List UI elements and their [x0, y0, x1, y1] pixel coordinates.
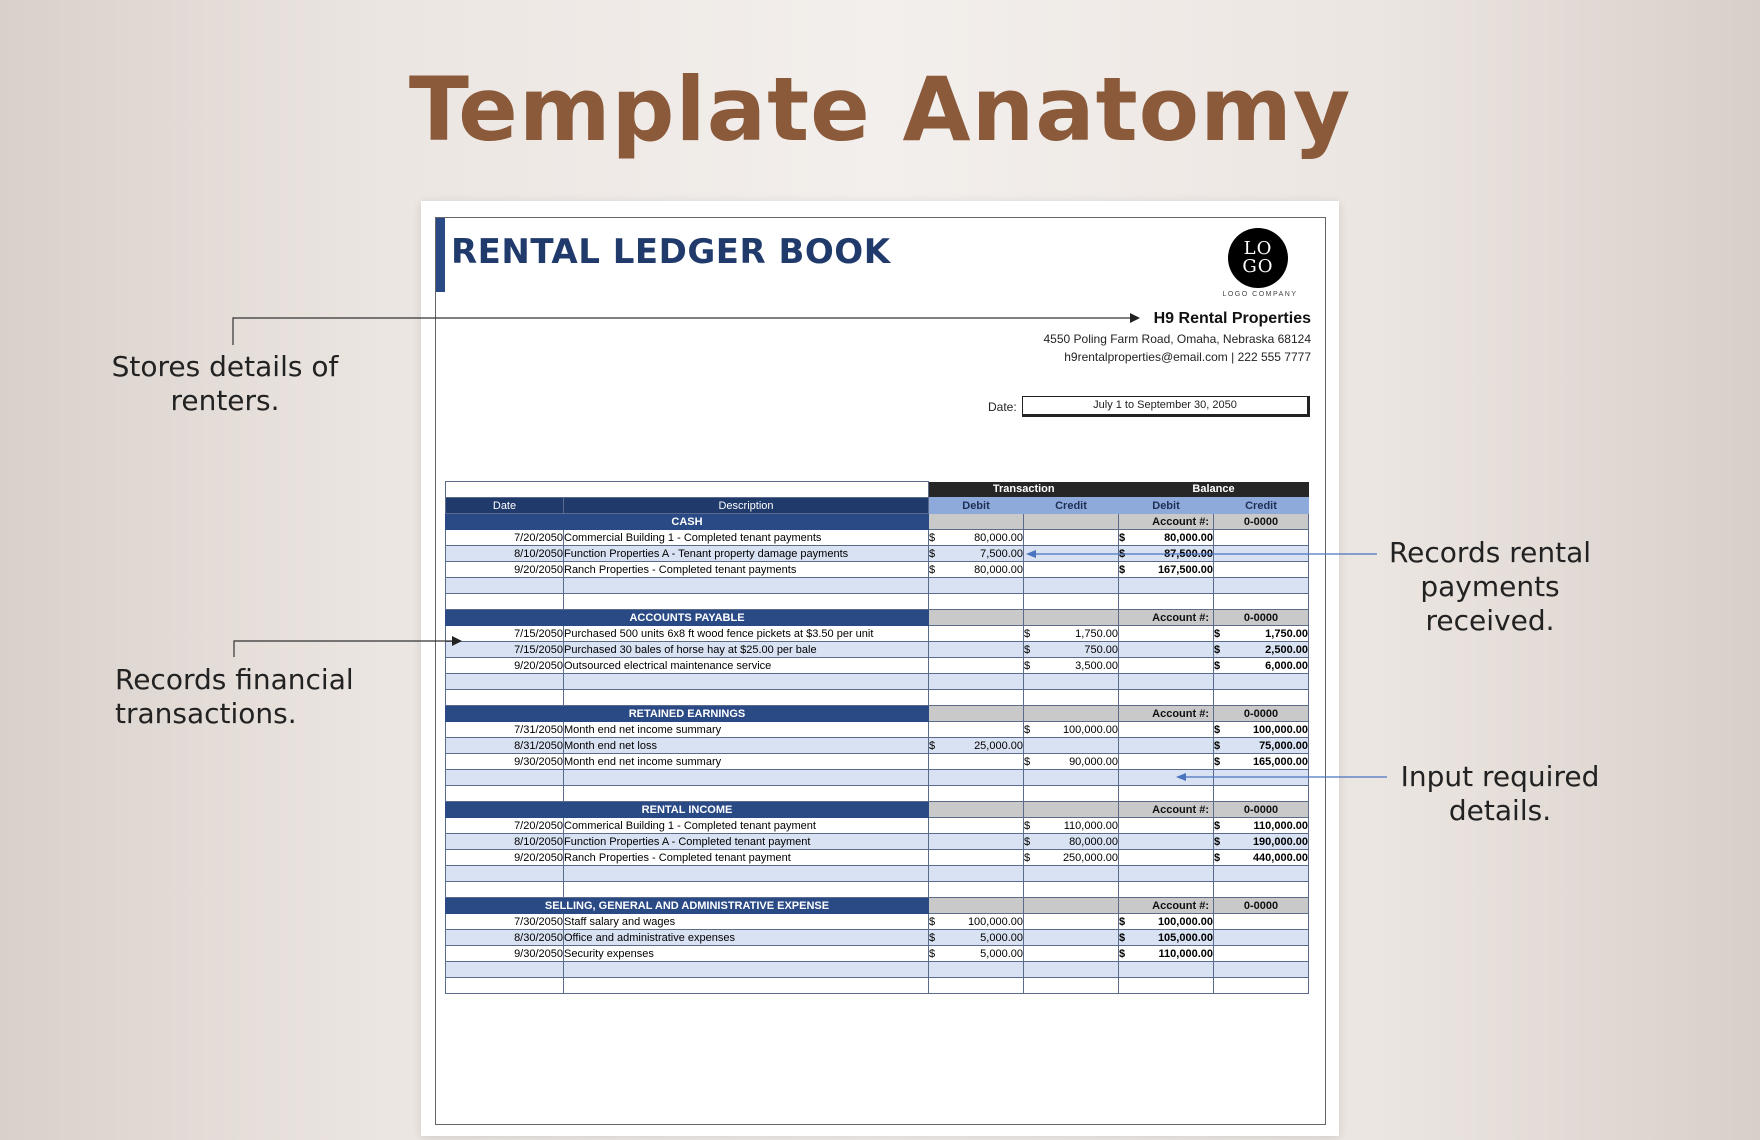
callout-rental-payments: Records rental payments received. — [1388, 536, 1591, 637]
cell-date[interactable]: 8/31/2050 — [446, 738, 564, 754]
currency-symbol: $ — [1214, 723, 1221, 736]
col-header-description: Description — [564, 498, 929, 514]
amount-value: 250,000.00 — [1062, 851, 1118, 864]
account-label: Account #: — [1119, 706, 1214, 722]
currency-symbol: $ — [929, 547, 936, 560]
amount-value: 165,000.00 — [1252, 755, 1308, 768]
amount-value: 5,000.00 — [980, 931, 1023, 944]
currency-symbol: $ — [1024, 643, 1031, 656]
currency-symbol: $ — [1024, 659, 1031, 672]
currency-symbol: $ — [1024, 755, 1031, 768]
cell-description[interactable]: Security expenses — [564, 946, 929, 962]
amount-value: 100,000.00 — [967, 915, 1023, 928]
cell-description[interactable]: Staff salary and wages — [564, 914, 929, 930]
currency-symbol: $ — [1214, 739, 1221, 752]
cell-description[interactable]: Month end net income summary — [564, 722, 929, 738]
section-title: RETAINED EARNINGS — [446, 706, 929, 722]
currency-symbol: $ — [929, 915, 936, 928]
account-number[interactable]: 0-0000 — [1214, 706, 1309, 722]
currency-symbol: $ — [1214, 851, 1221, 864]
cell-description[interactable]: Purchased 500 units 6x8 ft wood fence pickets at $3.50 per unit — [564, 626, 929, 642]
renters-connector — [233, 318, 1130, 345]
currency-symbol: $ — [1024, 835, 1031, 848]
callout-renters: Stores details of renters. — [111, 350, 339, 417]
currency-symbol: $ — [1214, 659, 1221, 672]
cell-date[interactable]: 7/15/2050 — [446, 642, 564, 658]
amount-value: 100,000.00 — [1157, 915, 1213, 928]
cell-description[interactable]: Function Properties A - Completed tenant payment — [564, 834, 929, 850]
currency-symbol: $ — [929, 947, 936, 960]
document-title: RENTAL LEDGER BOOK — [451, 232, 891, 272]
cell-date[interactable]: 9/30/2050 — [446, 946, 564, 962]
company-name: H9 Rental Properties — [1153, 310, 1311, 327]
amount-value: 3,500.00 — [1075, 659, 1118, 672]
callout-input: Input required details. — [1400, 760, 1600, 827]
currency-symbol: $ — [1214, 643, 1221, 656]
amount-value: 110,000.00 — [1253, 819, 1308, 832]
amount-value: 7,500.00 — [980, 547, 1023, 560]
amount-value: 100,000.00 — [1062, 723, 1118, 736]
section-title: SELLING, GENERAL AND ADMINISTRATIVE EXPENSE — [446, 898, 929, 914]
input-arrowhead — [1176, 773, 1186, 781]
cell-date[interactable]: 7/20/2050 — [446, 530, 564, 546]
cell-date[interactable]: 7/20/2050 — [446, 818, 564, 834]
currency-symbol: $ — [1119, 563, 1126, 576]
col-header-transaction-credit: Credit — [1024, 498, 1119, 514]
currency-symbol: $ — [1119, 547, 1126, 560]
date-field[interactable]: July 1 to September 30, 2050 — [1022, 396, 1310, 417]
cell-date[interactable]: 7/30/2050 — [446, 914, 564, 930]
callout-financial: Records financial transactions. — [115, 663, 354, 730]
amount-value: 110,000.00 — [1158, 947, 1213, 960]
date-label: Date: — [988, 400, 1017, 414]
amount-value: 440,000.00 — [1252, 851, 1308, 864]
amount-value: 80,000.00 — [1069, 835, 1118, 848]
rental-payments-arrowhead — [1026, 550, 1036, 558]
amount-value: 1,750.00 — [1075, 627, 1118, 640]
currency-symbol: $ — [1119, 931, 1126, 944]
amount-value: 6,000.00 — [1265, 659, 1308, 672]
amount-value: 5,000.00 — [980, 947, 1023, 960]
amount-value: 190,000.00 — [1252, 835, 1308, 848]
account-label: Account #: — [1119, 802, 1214, 818]
logo-caption: LOGO COMPANY — [1222, 291, 1298, 298]
amount-value: 75,000.00 — [1259, 739, 1308, 752]
account-number[interactable]: 0-0000 — [1214, 514, 1309, 530]
cell-date[interactable]: 8/30/2050 — [446, 930, 564, 946]
col-header-transaction-debit: Debit — [929, 498, 1024, 514]
amount-value: 80,000.00 — [1164, 531, 1213, 544]
account-number[interactable]: 0-0000 — [1214, 898, 1309, 914]
amount-value: 2,500.00 — [1265, 643, 1308, 656]
cell-date[interactable]: 9/20/2050 — [446, 562, 564, 578]
currency-symbol: $ — [1214, 755, 1221, 768]
company-contact: h9rentalproperties@email.com | 222 555 7777 — [1064, 350, 1311, 364]
section-title: CASH — [446, 514, 929, 530]
account-label: Account #: — [1119, 610, 1214, 626]
cell-date[interactable]: 9/20/2050 — [446, 658, 564, 674]
amount-value: 100,000.00 — [1252, 723, 1308, 736]
cell-description[interactable]: Commerical Building 1 - Completed tenant payment — [564, 818, 929, 834]
cell-description[interactable]: Office and administrative expenses — [564, 930, 929, 946]
cell-description[interactable]: Function Properties A - Tenant property damage payments — [564, 546, 929, 562]
amount-value: 750.00 — [1084, 643, 1118, 656]
col-header-date: Date — [446, 498, 564, 514]
financial-arrowhead — [452, 636, 462, 646]
currency-symbol: $ — [1024, 723, 1031, 736]
section-title: ACCOUNTS PAYABLE — [446, 610, 929, 626]
account-number[interactable]: 0-0000 — [1214, 610, 1309, 626]
cell-description[interactable]: Month end net income summary — [564, 754, 929, 770]
currency-symbol: $ — [1214, 835, 1221, 848]
currency-symbol: $ — [929, 931, 936, 944]
cell-date[interactable]: 7/31/2050 — [446, 722, 564, 738]
cell-date[interactable]: 9/30/2050 — [446, 754, 564, 770]
currency-symbol: $ — [1214, 627, 1221, 640]
financial-connector — [234, 641, 455, 657]
section-title: RENTAL INCOME — [446, 802, 929, 818]
currency-symbol: $ — [1119, 915, 1126, 928]
cell-date[interactable]: 8/10/2050 — [446, 834, 564, 850]
currency-symbol: $ — [1024, 627, 1031, 640]
currency-symbol: $ — [1024, 819, 1031, 832]
company-address: 4550 Poling Farm Road, Omaha, Nebraska 68124 — [1043, 332, 1311, 346]
currency-symbol: $ — [1214, 819, 1221, 832]
account-number[interactable]: 0-0000 — [1214, 802, 1309, 818]
logo-text: LO GO — [1242, 238, 1274, 277]
account-label: Account #: — [1119, 514, 1214, 530]
col-header-balance-debit: Debit — [1119, 498, 1214, 514]
amount-value: 105,000.00 — [1157, 931, 1213, 944]
cell-description[interactable]: Ranch Properties - Completed tenant payment — [564, 850, 929, 866]
currency-symbol: $ — [1119, 531, 1126, 544]
amount-value: 87,500.00 — [1164, 547, 1213, 560]
amount-value: 110,000.00 — [1063, 819, 1118, 832]
cell-description[interactable]: Month end net loss — [564, 738, 929, 754]
currency-symbol: $ — [929, 563, 936, 576]
currency-symbol: $ — [929, 531, 936, 544]
amount-value: 167,500.00 — [1157, 563, 1213, 576]
cell-date[interactable]: 7/15/2050 — [446, 626, 564, 642]
cell-date[interactable]: 9/20/2050 — [446, 850, 564, 866]
cell-date[interactable]: 8/10/2050 — [446, 546, 564, 562]
amount-value: 80,000.00 — [974, 531, 1023, 544]
amount-value: 80,000.00 — [974, 563, 1023, 576]
balance-group-header: Balance — [1119, 482, 1309, 498]
renters-arrowhead — [1130, 313, 1140, 323]
account-label: Account #: — [1119, 898, 1214, 914]
amount-value: 1,750.00 — [1265, 627, 1308, 640]
currency-symbol: $ — [1024, 851, 1031, 864]
currency-symbol: $ — [929, 739, 936, 752]
amount-value: 90,000.00 — [1069, 755, 1118, 768]
amount-value: 25,000.00 — [974, 739, 1023, 752]
cell-description[interactable]: Ranch Properties - Completed tenant payments — [564, 562, 929, 578]
transaction-group-header: Transaction — [929, 482, 1119, 498]
cell-description[interactable]: Commercial Building 1 - Completed tenant payments — [564, 530, 929, 546]
cell-description[interactable]: Purchased 30 bales of horse hay at $25.00 per bale — [564, 642, 929, 658]
currency-symbol: $ — [1119, 947, 1126, 960]
col-header-balance-credit: Credit — [1214, 498, 1309, 514]
cell-description[interactable]: Outsourced electrical maintenance service — [564, 658, 929, 674]
page-title: Template Anatomy — [408, 58, 1352, 161]
